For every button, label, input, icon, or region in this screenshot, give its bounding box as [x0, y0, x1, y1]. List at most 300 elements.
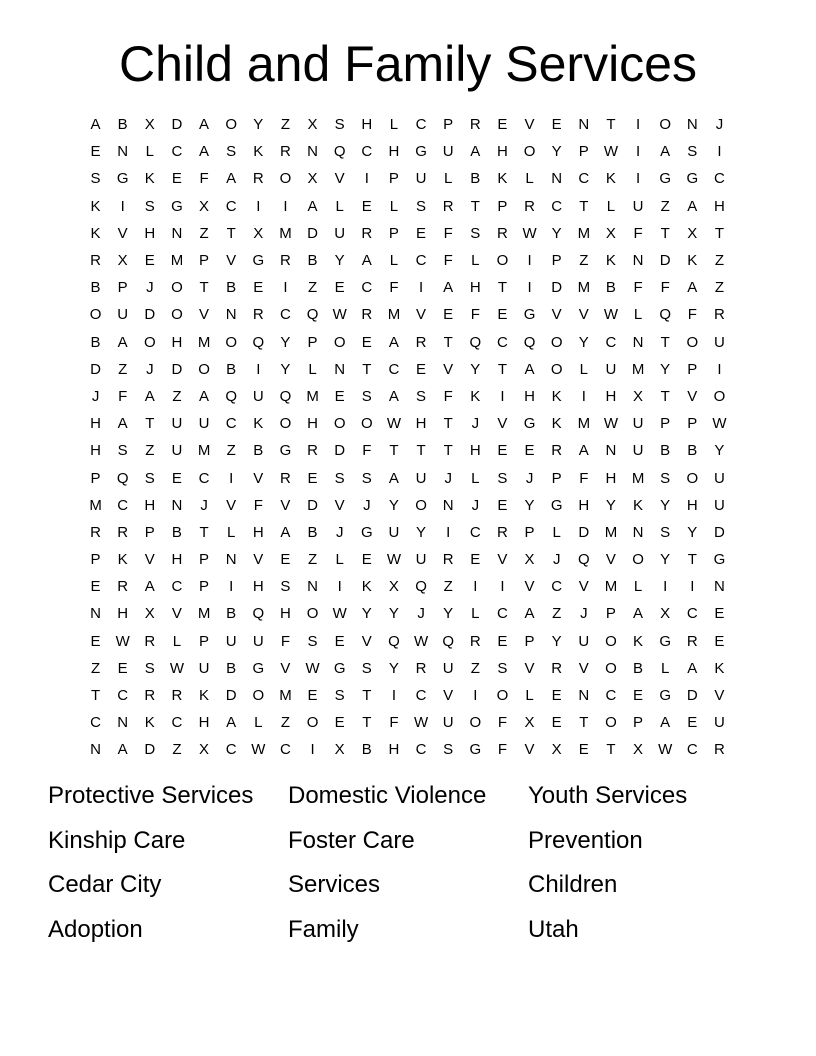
grid-letter: S [416, 197, 427, 215]
grid-letter: K [361, 578, 372, 596]
grid-letter: S [687, 143, 698, 161]
grid-letter: W [169, 659, 185, 677]
grid-row [82, 138, 734, 165]
grid-letter: B [660, 442, 671, 460]
grid-letter: P [687, 415, 698, 433]
grid-letter: A [687, 279, 698, 297]
grid-letter: Q [225, 387, 238, 405]
grid-letter: Y [551, 632, 562, 650]
grid-letter: V [605, 551, 616, 569]
grid-letter: C [497, 605, 508, 623]
grid-letter: F [660, 279, 670, 297]
grid-letter: A [226, 714, 237, 732]
grid-letter: O [713, 387, 726, 405]
grid-letter: Z [660, 197, 670, 215]
grid-letter: I [581, 387, 586, 405]
grid-letter: J [363, 496, 371, 514]
grid-letter: E [334, 632, 345, 650]
grid-letter: S [144, 469, 155, 487]
grid-letter: T [145, 415, 155, 433]
grid-letter: L [444, 170, 453, 188]
grid-letter: P [551, 252, 562, 270]
grid-letter: W [332, 605, 347, 623]
grid-letter: I [229, 578, 234, 596]
grid-letter: K [714, 659, 725, 677]
grid-letter: N [117, 714, 129, 732]
grid-letter: C [551, 197, 563, 215]
grid-letter: Q [577, 551, 590, 569]
grid-letter: Y [714, 442, 725, 460]
grid-letter: S [497, 469, 508, 487]
grid-letter: E [334, 279, 345, 297]
grid-letter: N [225, 306, 237, 324]
grid-letter: B [687, 442, 698, 460]
grid-letter: N [307, 143, 318, 161]
grid-letter: O [333, 333, 346, 351]
grid-letter: E [361, 197, 372, 215]
grid-letter: R [686, 632, 698, 650]
grid-letter: C [171, 143, 183, 161]
grid-letter: X [144, 605, 155, 623]
grid-letter: K [605, 252, 616, 270]
grid-letter: C [117, 687, 129, 705]
grid-letter: S [90, 170, 101, 188]
grid-letter: H [605, 387, 617, 405]
grid-letter: C [280, 306, 291, 324]
grid-letter: C [225, 415, 237, 433]
grid-letter: O [89, 306, 102, 324]
grid-letter: E [90, 632, 101, 650]
grid-letter: R [361, 224, 373, 242]
grid-letter: M [577, 224, 591, 242]
grid-letter: A [660, 143, 671, 161]
grid-letter: O [550, 333, 563, 351]
grid-letter: R [469, 632, 481, 650]
grid-letter: S [361, 387, 372, 405]
grid-letter: U [632, 442, 644, 460]
grid-letter: G [171, 197, 183, 215]
grid-letter: R [442, 197, 454, 215]
grid-letter: T [362, 687, 372, 705]
grid-letter: K [551, 387, 562, 405]
grid-letter: G [469, 741, 482, 759]
grid-letter: V [714, 687, 725, 705]
grid-letter: A [199, 143, 210, 161]
grid-letter: H [144, 224, 156, 242]
grid-letter: Y [280, 333, 291, 351]
grid-letter: P [578, 143, 589, 161]
grid-letter: F [579, 469, 589, 487]
grid-letter: T [443, 442, 453, 460]
grid-letter: W [386, 415, 402, 433]
grid-letter: E [253, 279, 264, 297]
grid-letter: X [633, 741, 644, 759]
grid-letter: L [525, 687, 534, 705]
grid-letter: U [198, 415, 210, 433]
word-list [48, 778, 768, 956]
grid-letter: H [361, 116, 373, 134]
grid-row [82, 519, 734, 546]
grid-letter: D [334, 442, 346, 460]
grid-letter: E [497, 632, 508, 650]
grid-letter: V [551, 306, 562, 324]
grid-letter: C [415, 687, 427, 705]
grid-letter: Y [470, 360, 481, 378]
grid-letter: W [413, 714, 429, 732]
grid-letter: B [253, 442, 264, 460]
word-list-item: Kinship Care [48, 826, 186, 854]
grid-letter: O [333, 415, 346, 433]
grid-letter: E [334, 387, 345, 405]
grid-letter: R [497, 224, 508, 242]
grid-letter: Y [660, 360, 671, 378]
grid-letter: W [603, 143, 619, 161]
grid-letter: I [473, 578, 478, 596]
grid-letter: O [496, 687, 509, 705]
grid-letter: B [226, 659, 237, 677]
grid-letter: P [605, 605, 616, 623]
grid-letter: Z [280, 714, 291, 732]
grid-letter: P [307, 333, 318, 351]
grid-letter: L [633, 306, 643, 324]
grid-letter: M [577, 415, 591, 433]
grid-letter: N [90, 605, 101, 623]
grid-letter: M [170, 252, 184, 270]
grid-row [82, 274, 734, 301]
grid-letter: Z [226, 442, 236, 460]
grid-letter: M [89, 496, 102, 514]
grid-letter: V [416, 306, 427, 324]
grid-letter: S [660, 469, 671, 487]
grid-letter: A [687, 197, 698, 215]
grid-letter: A [687, 659, 698, 677]
grid-letter: X [199, 197, 210, 215]
grid-letter: A [117, 333, 128, 351]
grid-letter: M [631, 469, 645, 487]
grid-letter: C [686, 605, 698, 623]
grid-letter: T [660, 224, 670, 242]
grid-letter: C [415, 252, 427, 270]
grid-row [82, 301, 734, 328]
grid-letter: C [415, 741, 427, 759]
grid-letter: V [280, 496, 291, 514]
grid-letter: Q [659, 306, 672, 324]
grid-letter: H [307, 415, 318, 433]
grid-letter: V [171, 605, 182, 623]
grid-letter: F [118, 387, 128, 405]
grid-letter: V [578, 578, 589, 596]
grid-letter: D [171, 360, 183, 378]
grid-letter: U [714, 469, 725, 487]
grid-letter: O [415, 496, 427, 514]
grid-letter: D [578, 523, 590, 541]
grid-letter: N [714, 578, 725, 596]
grid-letter: O [143, 333, 156, 351]
grid-letter: L [335, 197, 344, 215]
grid-letter: L [661, 659, 670, 677]
grid-letter: N [632, 333, 644, 351]
grid-letter: C [171, 578, 183, 596]
grid-row [82, 437, 734, 464]
grid-letter: T [199, 279, 209, 297]
grid-letter: B [226, 360, 237, 378]
grid-letter: L [633, 578, 643, 596]
grid-letter: X [551, 741, 562, 759]
grid-letter: P [199, 632, 210, 650]
grid-letter: R [714, 306, 725, 324]
grid-letter: O [686, 469, 699, 487]
grid-letter: R [144, 632, 156, 650]
grid-letter: R [280, 143, 291, 161]
grid-letter: E [117, 659, 128, 677]
grid-letter: F [687, 306, 697, 324]
grid-letter: D [714, 523, 725, 541]
grid-letter: C [388, 360, 400, 378]
grid-letter: I [256, 197, 261, 215]
grid-letter: U [171, 442, 183, 460]
grid-row [82, 383, 734, 410]
grid-letter: I [663, 578, 668, 596]
grid-letter: I [229, 469, 234, 487]
grid-letter: F [253, 496, 263, 514]
grid-letter: K [199, 687, 210, 705]
grid-letter: A [90, 116, 101, 134]
grid-letter: P [660, 415, 671, 433]
grid-row [82, 492, 734, 519]
grid-letter: H [198, 714, 210, 732]
grid-letter: G [686, 170, 699, 188]
grid-letter: C [198, 469, 210, 487]
grid-letter: I [717, 143, 722, 161]
grid-letter: A [280, 523, 291, 541]
grid-letter: A [388, 387, 399, 405]
grid-letter: T [714, 224, 725, 242]
grid-letter: A [470, 143, 481, 161]
grid-letter: X [117, 252, 128, 270]
grid-letter: Z [145, 442, 155, 460]
grid-letter: P [388, 224, 399, 242]
grid-letter: X [660, 605, 671, 623]
grid-letter: C [225, 741, 237, 759]
grid-letter: X [524, 551, 535, 569]
grid-letter: E [171, 170, 182, 188]
grid-letter: G [550, 496, 563, 514]
grid-letter: Q [252, 333, 265, 351]
word-list-item: Domestic Violence [288, 782, 487, 809]
grid-letter: H [171, 551, 183, 569]
grid-letter: V [578, 659, 589, 677]
word-list-item: Utah [528, 915, 579, 943]
grid-letter: A [361, 252, 372, 270]
grid-letter: K [253, 143, 264, 161]
grid-letter: O [225, 116, 238, 134]
grid-letter: J [525, 469, 534, 487]
grid-letter: Y [578, 333, 589, 351]
grid-letter: V [687, 387, 698, 405]
grid-letter: J [471, 496, 480, 514]
grid-letter: G [333, 659, 346, 677]
grid-letter: O [659, 116, 672, 134]
grid-letter: F [199, 170, 209, 188]
grid-letter: S [443, 741, 454, 759]
grid-letter: Z [579, 252, 589, 270]
grid-letter: Z [172, 741, 182, 759]
word-list-item: Youth Services [528, 782, 688, 809]
grid-letter: H [578, 496, 590, 514]
grid-letter: G [116, 170, 129, 188]
grid-letter: O [605, 714, 617, 732]
grid-letter: H [686, 496, 698, 514]
grid-letter: W [603, 306, 619, 324]
grid-letter: T [606, 741, 616, 759]
grid-row [82, 111, 734, 138]
grid-letter: C [90, 714, 101, 732]
grid-letter: Z [714, 279, 725, 297]
grid-letter: K [253, 415, 264, 433]
grid-letter: L [389, 116, 399, 134]
grid-letter: V [199, 306, 210, 324]
grid-letter: T [470, 197, 480, 215]
grid-letter: N [225, 551, 237, 569]
grid-letter: R [551, 659, 563, 677]
grid-letter: W [305, 659, 320, 677]
grid-letter: N [632, 252, 644, 270]
grid-letter: V [226, 252, 237, 270]
grid-letter: V [334, 170, 345, 188]
grid-letter: K [144, 714, 155, 732]
grid-letter: T [660, 333, 670, 351]
grid-letter: O [632, 551, 644, 569]
grid-letter: J [200, 496, 208, 514]
grid-letter: L [254, 714, 263, 732]
grid-letter: H [415, 415, 427, 433]
grid-letter: H [280, 605, 291, 623]
grid-letter: N [442, 496, 454, 514]
grid-letter: V [524, 741, 535, 759]
grid-letter: O [686, 333, 699, 351]
grid-letter: W [386, 551, 402, 569]
grid-letter: G [415, 143, 427, 161]
grid-letter: C [578, 170, 590, 188]
grid-letter: D [171, 116, 183, 134]
grid-letter: I [446, 523, 451, 541]
grid-letter: V [443, 687, 454, 705]
grid-letter: B [90, 333, 101, 351]
grid-letter: O [306, 714, 319, 732]
grid-letter: X [633, 387, 644, 405]
grid-letter: P [144, 523, 155, 541]
grid-letter: E [687, 714, 698, 732]
grid-row [82, 329, 734, 356]
page-title: Child and Family Services [119, 36, 697, 92]
grid-letter: F [497, 714, 508, 732]
grid-letter: F [443, 387, 453, 405]
grid-letter: M [306, 387, 319, 405]
grid-letter: R [361, 306, 373, 324]
grid-letter: E [633, 687, 644, 705]
grid-letter: C [117, 496, 129, 514]
grid-letter: R [144, 687, 156, 705]
grid-letter: P [90, 551, 101, 569]
grid-letter: L [389, 252, 399, 270]
grid-letter: W [603, 415, 619, 433]
grid-letter: N [171, 224, 183, 242]
grid-letter: T [443, 333, 453, 351]
grid-letter: K [633, 632, 644, 650]
grid-letter: H [117, 605, 129, 623]
grid-letter: D [659, 252, 671, 270]
grid-letter: I [391, 687, 397, 705]
grid-letter: P [388, 170, 399, 188]
grid-letter: D [307, 496, 318, 514]
grid-letter: S [334, 116, 345, 134]
grid-letter: S [280, 578, 291, 596]
grid-letter: Y [416, 523, 427, 541]
grid-letter: O [523, 143, 536, 161]
grid-letter: V [117, 224, 128, 242]
grid-letter: R [117, 523, 129, 541]
word-list-item: Cedar City [48, 871, 162, 898]
grid-letter: R [117, 578, 129, 596]
grid-letter: W [332, 306, 347, 324]
grid-letter: U [334, 224, 346, 242]
grid-letter: W [522, 224, 537, 242]
grid-letter: S [497, 659, 508, 677]
grid-letter: D [225, 687, 237, 705]
grid-letter: Q [333, 143, 346, 161]
grid-letter: C [171, 714, 183, 732]
grid-letter: T [226, 224, 236, 242]
grid-letter: R [307, 442, 318, 460]
grid-letter: E [443, 306, 454, 324]
word-list-item: Protective Services [48, 782, 254, 809]
grid-letter: L [525, 170, 534, 188]
grid-letter: R [469, 116, 481, 134]
grid-letter: V [524, 578, 535, 596]
grid-row [82, 709, 734, 736]
grid-letter: E [171, 469, 182, 487]
grid-letter: S [470, 224, 481, 242]
grid-row [82, 682, 734, 709]
grid-letter: B [117, 116, 128, 134]
grid-letter: L [606, 197, 616, 215]
grid-letter: N [578, 687, 590, 705]
grid-letter: R [280, 252, 291, 270]
grid-letter: E [551, 687, 562, 705]
grid-letter: I [690, 578, 695, 596]
grid-letter: K [90, 197, 101, 215]
grid-letter: E [497, 116, 508, 134]
grid-letter: N [90, 741, 101, 759]
grid-letter: W [413, 632, 429, 650]
grid-letter: N [117, 143, 129, 161]
grid-letter: X [524, 714, 535, 732]
grid-letter: H [90, 415, 101, 433]
grid-letter: D [90, 360, 101, 378]
grid-letter: S [361, 659, 372, 677]
grid-letter: B [307, 252, 318, 270]
grid-letter: N [605, 442, 617, 460]
grid-letter: T [90, 687, 101, 705]
grid-letter: Y [443, 605, 454, 623]
grid-letter: I [500, 387, 505, 405]
grid-letter: E [90, 143, 101, 161]
grid-letter: V [144, 551, 155, 569]
grid-letter: Z [714, 252, 725, 270]
grid-letter: W [658, 741, 673, 759]
grid-letter: I [635, 143, 641, 161]
grid-letter: O [360, 415, 373, 433]
